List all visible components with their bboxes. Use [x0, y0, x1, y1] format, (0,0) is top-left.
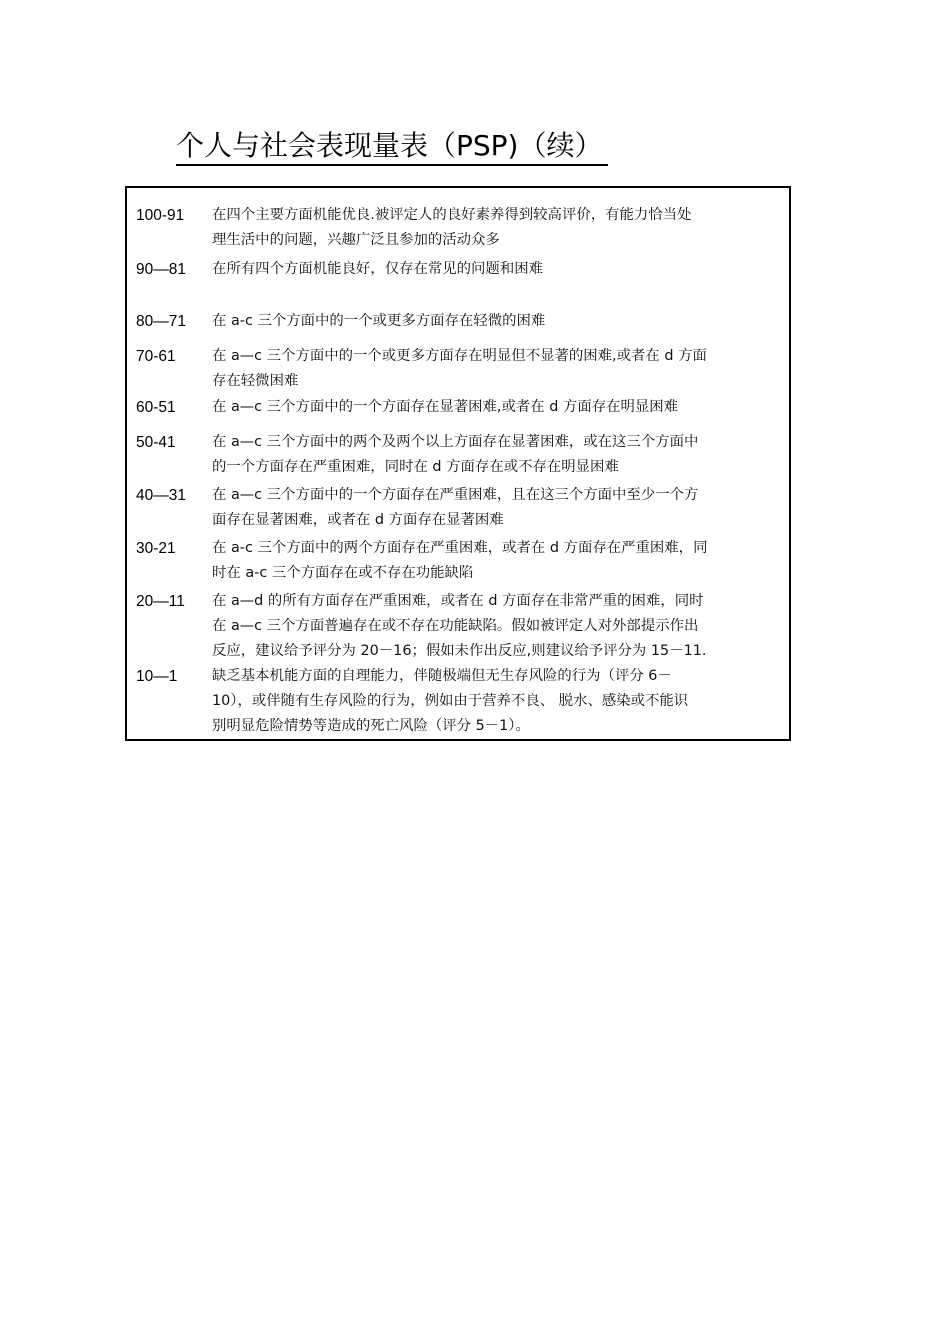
description-line: 在 a—c 三个方面普遍存在或不存在功能缺陷。假如被评定人对外部提示作出: [212, 618, 699, 634]
description-line: 在 a—c 三个方面中的两个及两个以上方面存在显著困难，或在这三个方面中: [212, 434, 699, 450]
description-line: 别明显危险情势等造成的死亡风险（评分 5－1）。: [212, 718, 530, 734]
score-description: [212, 430, 778, 480]
description-line: 在四个主要方面机能优良.被评定人的良好素养得到较高评价，有能力恰当处: [212, 207, 692, 223]
description-line: 在所有四个方面机能良好，仅存在常见的问题和困难: [212, 261, 543, 277]
description-line: 理生活中的问题，兴趣广泛且参加的活动众多: [212, 232, 500, 248]
score-range: 20—11: [136, 593, 185, 610]
score-range: 30-21: [136, 540, 176, 557]
score-range: 100-91: [136, 207, 185, 224]
score-range: 70-61: [136, 348, 176, 365]
psp-scale-table: [125, 186, 791, 741]
score-description: [212, 309, 778, 334]
description-line: 在 a—d 的所有方面存在严重困难，或者在 d 方面存在非常严重的困难，同时: [212, 593, 704, 609]
score-range: 90—81: [136, 261, 186, 278]
description-line: 存在轻微困难: [212, 373, 299, 389]
description-line: 时在 a-c 三个方面存在或不存在功能缺陷: [212, 565, 474, 581]
description-line: 缺乏基本机能方面的自理能力，伴随极端但无生存风险的行为（评分 6－: [212, 668, 672, 684]
description-line: 在 a—c 三个方面中的一个方面存在严重困难，且在这三个方面中至少一个方: [212, 487, 699, 503]
page-title: 个人与社会表现量表（PSP)（续）: [176, 128, 608, 166]
score-description: [212, 203, 778, 253]
description-line: 在 a—c 三个方面中的一个方面存在显著困难,或者在 d 方面存在明显困难: [212, 399, 679, 415]
score-description: [212, 536, 778, 586]
description-line: 10），或伴随有生存风险的行为，例如由于营养不良、 脱水、感染或不能识: [212, 693, 689, 709]
score-description: [212, 257, 778, 282]
description-line: 在 a-c 三个方面中的两个方面存在严重困难，或者在 d 方面存在严重困难，同: [212, 540, 708, 556]
score-description: [212, 589, 778, 664]
score-range: 50-41: [136, 434, 176, 451]
score-description: [212, 483, 778, 533]
score-description: [212, 395, 778, 420]
score-range: 40—31: [136, 487, 186, 504]
description-line: 反应，建议给予评分为 20－16；假如未作出反应,则建议给予评分为 15－11.: [212, 643, 707, 659]
score-range: 10—1: [136, 668, 178, 685]
description-line: 面存在显著困难，或者在 d 方面存在显著困难: [212, 512, 504, 528]
score-description: [212, 664, 778, 739]
description-line: 在 a—c 三个方面中的一个或更多方面存在明显但不显著的困难,或者在 d 方面: [212, 348, 707, 364]
score-range: 80—71: [136, 313, 186, 330]
description-line: 的一个方面存在严重困难，同时在 d 方面存在或不存在明显困难: [212, 459, 619, 475]
description-line: 在 a-c 三个方面中的一个或更多方面存在轻微的困难: [212, 313, 546, 329]
score-description: [212, 344, 778, 394]
score-range: 60-51: [136, 399, 176, 416]
